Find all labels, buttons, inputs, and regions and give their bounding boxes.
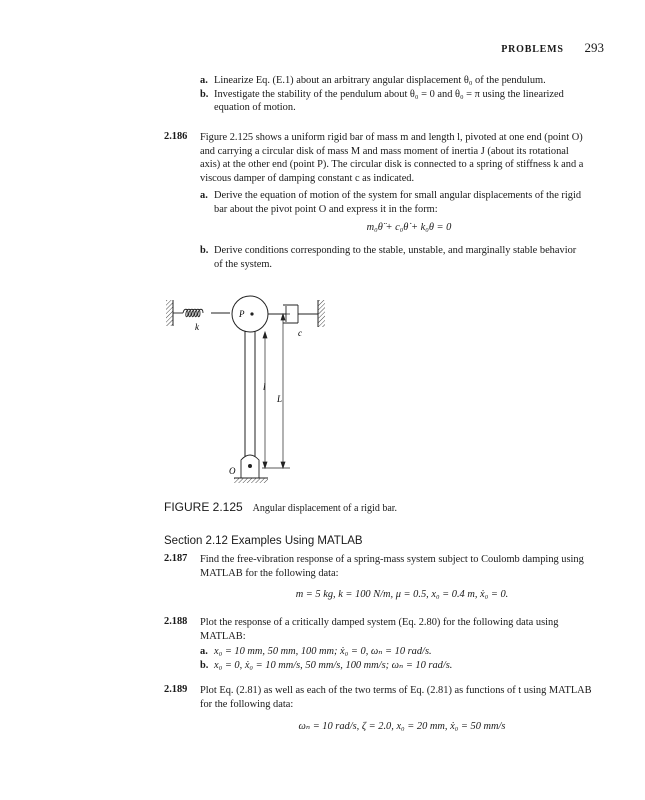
pivot-support	[234, 455, 268, 483]
left-wall	[166, 300, 173, 326]
problem-text-line: Figure 2.125 shows a uniform rigid bar of mass m and length l, pivoted at one end (point O)	[200, 132, 583, 143]
figure-caption-label: FIGURE 2.125	[164, 500, 243, 514]
dimension-L-label: L	[277, 394, 283, 404]
spring-label: k	[195, 322, 199, 332]
circular-disk	[232, 296, 268, 332]
rigid-bar	[245, 331, 255, 470]
dimension-l	[263, 332, 267, 468]
part-label: a.	[200, 646, 208, 657]
part-text-line: of the system.	[214, 258, 273, 270]
part-label: b.	[200, 89, 209, 100]
dimension-l-label: l	[263, 382, 266, 392]
equation-of-motion: m₀θ̈ + c₀θ̇ + k₀θ = 0	[366, 222, 452, 233]
pivot-o-label: O	[229, 466, 236, 476]
problem-text-line: and carrying a circular disk of mass M and mass moment of inertia J (about its rotational	[200, 145, 569, 157]
part-text: Linearize Eq. (E.1) about an arbitrary angular displacement θ₀ of the pendulum.	[214, 75, 546, 86]
problem-number: 2.187	[164, 553, 188, 564]
part-label: a.	[200, 75, 208, 86]
part-text-line: Derive the equation of motion of the system for small angular displacements of the rigid	[214, 190, 582, 201]
problem-number: 2.188	[164, 616, 188, 627]
problem-data: ωₙ = 10 rad/s, ζ = 2.0, x₀ = 20 mm, ẋ₀ = 50 mm/s	[298, 721, 506, 732]
problem-text-line: axis) at the other end (point P). The circular disk is connected to a spring of stiffness k and a	[200, 159, 584, 170]
problem-text-line: Plot Eq. (2.81) as well as each of the two terms of Eq. (2.81) as functions of t using MATLAB	[200, 685, 592, 696]
right-wall	[318, 300, 325, 327]
problem-number: 2.186	[164, 131, 188, 142]
part-text: x₀ = 10 mm, 50 mm, 100 mm; ẋ₀ = 0, ωₙ = 10 rad/s.	[214, 646, 432, 657]
problem-data: m = 5 kg, k = 100 N/m, μ = 0.5, x₀ = 0.4 m, ẋ₀ = 0.	[295, 589, 509, 600]
figure-caption-text: Angular displacement of a rigid bar.	[252, 503, 398, 514]
point-p-label: P	[239, 309, 245, 319]
problem-text-line: viscous damper of damping constant c as indicated.	[200, 172, 415, 184]
problem-text-line: Plot the response of a critically damped system (Eq. 2.80) for the following data using	[200, 617, 559, 628]
problem-number: 2.189	[164, 684, 188, 695]
spring-k	[173, 309, 230, 317]
damper-label: c	[298, 328, 302, 338]
figure-caption	[164, 500, 397, 514]
problem-text-line: MATLAB:	[200, 630, 246, 642]
point-p-dot	[250, 312, 253, 315]
part-text-line: Derive conditions corresponding to the stable, unstable, and marginally stable behavior	[214, 245, 577, 256]
problem-text-line: for the following data:	[200, 698, 294, 710]
part-label: b.	[200, 659, 209, 671]
part-text-line: equation of motion.	[214, 102, 296, 113]
problem-text-line: Find the free-vibration response of a spring-mass system subject to Coulomb damping using	[200, 554, 584, 565]
part-text-line: Investigate the stability of the pendulum about θ₀ = 0 and θ₀ = π using the linearized	[214, 89, 564, 100]
section-heading: Section 2.12 Examples Using MATLAB	[164, 535, 363, 547]
part-text: x₀ = 0, ẋ₀ = 10 mm/s, 50 mm/s, 100 mm/s; ωₙ = 10 rad/s.	[214, 659, 453, 671]
part-text-line: bar about the pivot point O and express it in the form:	[214, 203, 438, 215]
part-label: a.	[200, 190, 208, 201]
part-label: b.	[200, 245, 209, 256]
problem-text-line: MATLAB for the following data:	[200, 567, 339, 579]
running-header-section: PROBLEMS	[501, 44, 564, 55]
page-number: 293	[584, 40, 604, 55]
